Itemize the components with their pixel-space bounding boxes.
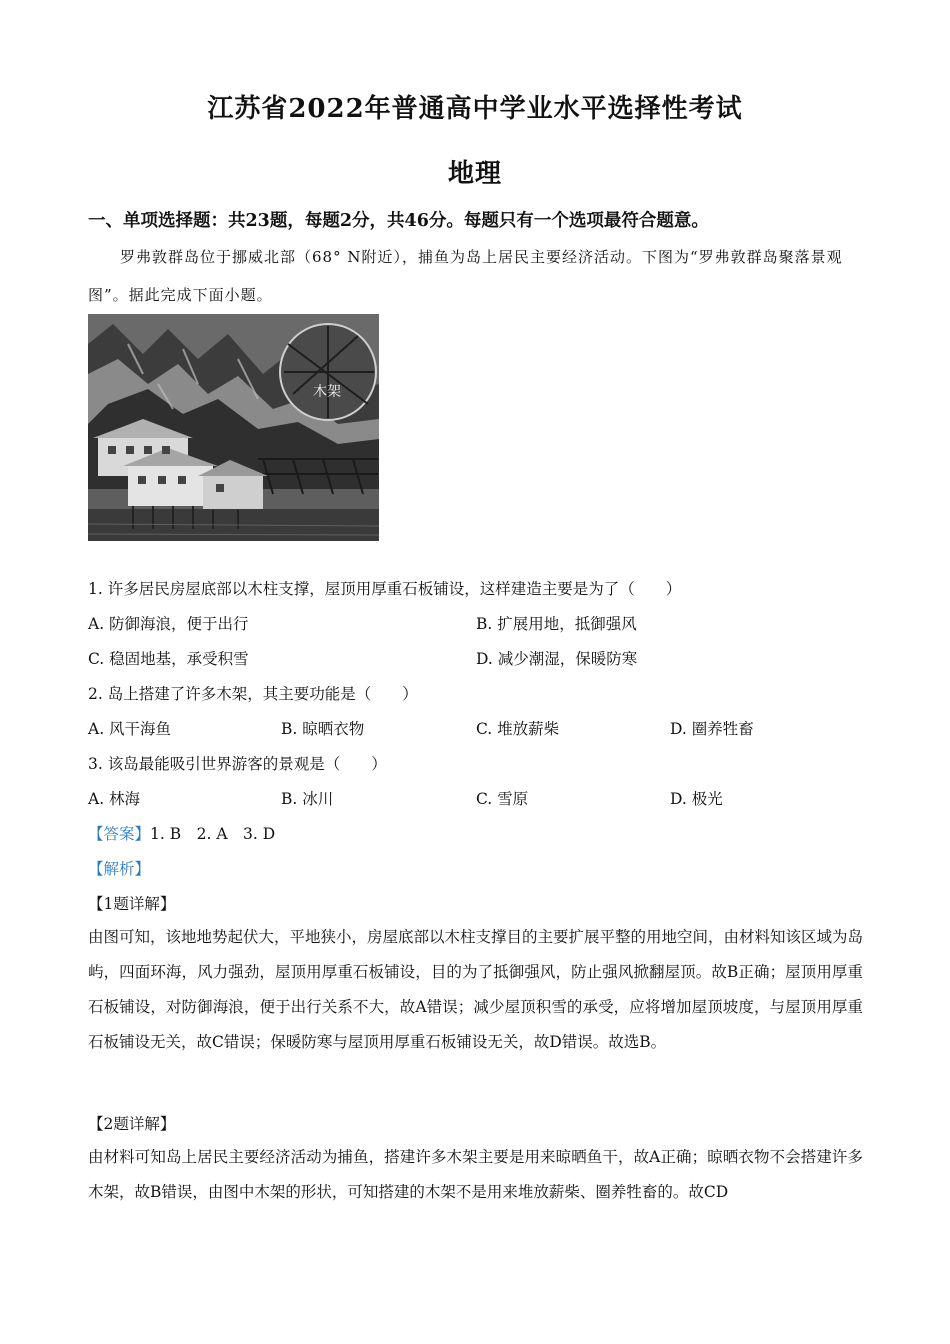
question-1-analysis-heading: 【1题详解】 xyxy=(88,895,176,913)
question-3-stem: 3. 该岛最能吸引世界游客的景观是（ ） xyxy=(88,755,387,773)
question-1-analysis-text: 由图可知，该地地势起伏大，平地狭小，房屋底部以木柱支撑目的主要扩展平整的用地空间，由材料知该区域为岛屿，四面环海，风力强劲，屋顶用厚重石板铺设，目的为了抵御强风，防止强风掀翻屋顶。故B正确；屋顶用厚重石板铺设，对防御海浪，便于出行关系不大，故A错误；减少屋顶积雪的承受，应将增加屋顶坡度，与屋顶用厚重石板铺设无关，故C错误；保暖防寒与屋顶用厚重石板铺设无关，故D错误。故选B。 xyxy=(88,928,864,1051)
question-3-option-b: B. 冰川 xyxy=(281,790,334,808)
question-2-option-d: D. 圈养牲畜 xyxy=(670,720,754,738)
question-2-option-b: B. 晾晒衣物 xyxy=(281,720,365,738)
question-2-option-c: C. 堆放薪柴 xyxy=(476,720,560,738)
question-1-option-c: C. 稳固地基，承受积雪 xyxy=(88,650,249,668)
question-1-option-d: D. 减少潮湿，保暖防寒 xyxy=(476,650,638,668)
question-2-option-a: A. 风干海鱼 xyxy=(88,720,172,738)
subject-title: 地理 xyxy=(447,159,502,189)
answer-label: 【答案】 xyxy=(88,825,151,843)
settlement-landscape-figure xyxy=(88,314,379,541)
question-3-option-d: D. 极光 xyxy=(670,790,723,808)
question-2-analysis-text: 由材料可知岛上居民主要经济活动为捕鱼，搭建许多木架主要是用来晾晒鱼干，故A正确；晾晒衣物不会搭建许多木架，故B错误，由图中木架的形状，可知搭建的木架不是用来堆放薪柴、圈养牲畜的。故CD xyxy=(88,1148,863,1201)
answer-text: 1. B 2. A 3. D xyxy=(150,825,276,843)
analysis-label: 【解析】 xyxy=(88,860,151,878)
question-1-stem: 1. 许多居民房屋底部以木柱支撑，屋顶用厚重石板铺设，这样建造主要是为了（ ） xyxy=(88,580,682,598)
exam-title: 江苏省2022年普通高中学业水平选择性考试 xyxy=(207,94,743,124)
question-1-option-a: A. 防御海浪，便于出行 xyxy=(88,615,249,633)
question-3-option-a: A. 林海 xyxy=(88,790,141,808)
question-3-option-c: C. 雪原 xyxy=(476,790,529,808)
question-2-stem: 2. 岛上搭建了许多木架，其主要功能是（ ） xyxy=(88,685,418,703)
question-1-option-b: B. 扩展用地，抵御强风 xyxy=(476,615,637,633)
intro-paragraph: 罗弗敦群岛位于挪威北部（68° N附近），捕鱼为岛上居民主要经济活动。下图为“罗弗敦群岛聚落景观图”。据此完成下面小题。 xyxy=(88,248,843,304)
figure-label-wooden-rack: 木架 xyxy=(313,383,341,399)
section-heading: 一、单项选择题：共23题，每题2分，共46分。每题只有一个选项最符合题意。 xyxy=(88,211,709,231)
question-2-analysis-heading: 【2题详解】 xyxy=(88,1115,176,1133)
answer-line xyxy=(88,822,275,844)
